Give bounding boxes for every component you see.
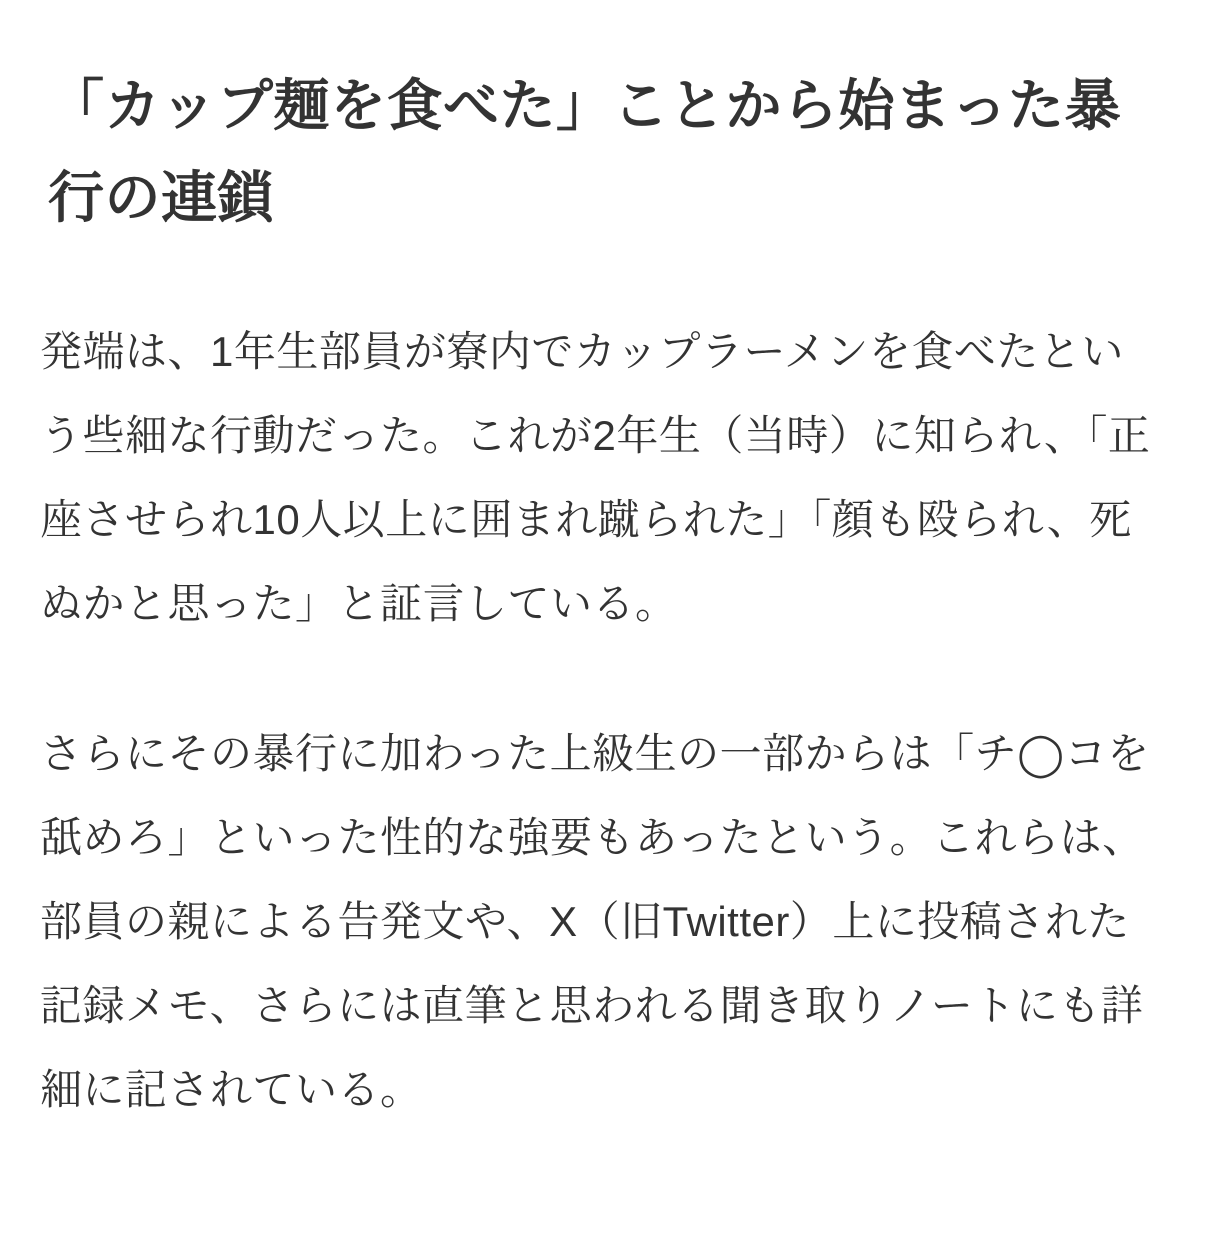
article-heading: 「カップ麺を食べた」ことから始まった暴行の連鎖 [48,74,1121,229]
article-paragraph-2: さらにその暴行に加わった上級生の一部からは「チ◯コを舐めろ」といった性的な強要もあったという。これらは、部員の親による告発文や、X（旧Twitter）上に投稿された記録メモ、さらには直筆と思われる聞き取りノートにも詳細に記されている。 [40,729,1150,1113]
article-paragraph-1: 発端は、1年生部員が寮内でカップラーメンを食べたという些細な行動だった。これが2年生（当時）に知られ、「正座させられ10人以上に囲まれ蹴られた」「顔も殴られ、死ぬかと思った」と証言している。 [40,327,1151,627]
article-body [0,60,1206,1132]
